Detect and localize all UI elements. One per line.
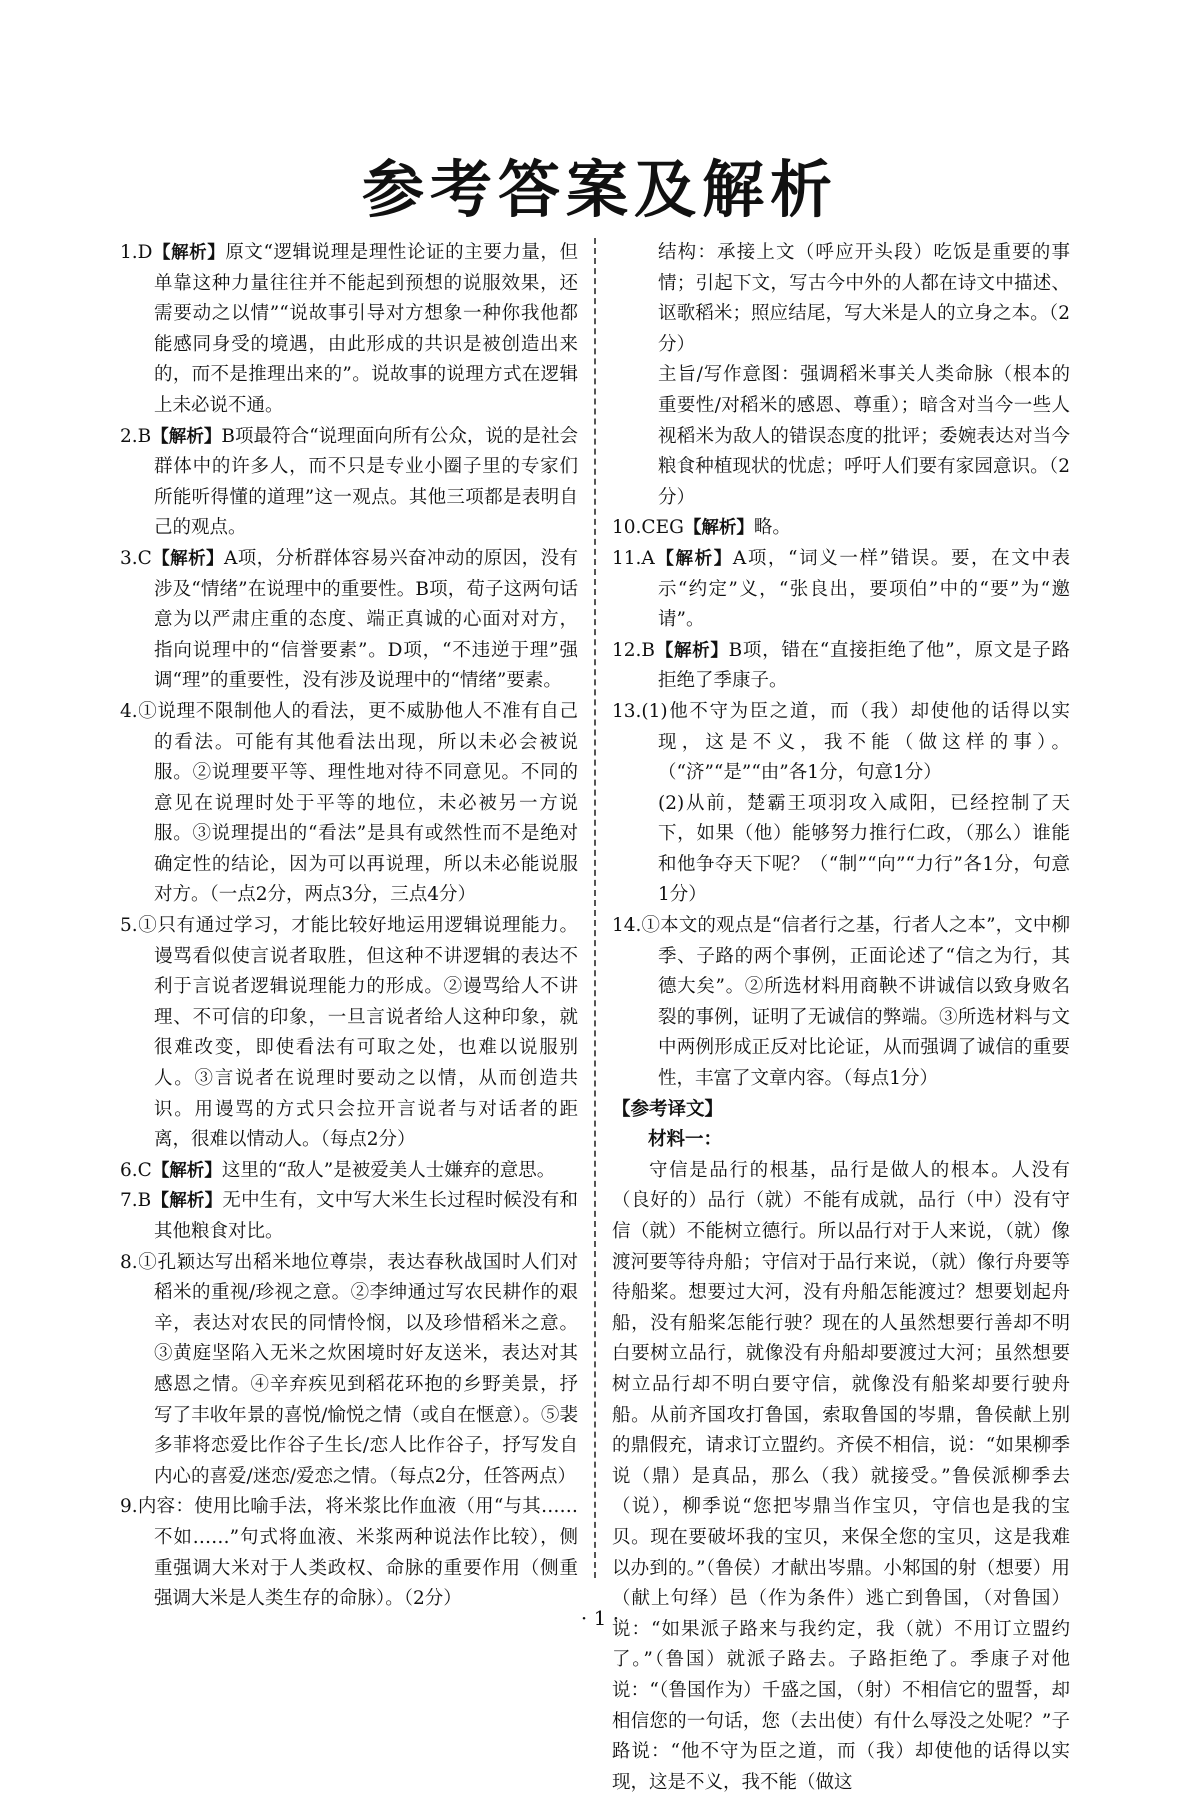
answer-text: 略。	[753, 517, 791, 539]
answer-text: 这里的“敌人”是被爱美人士嫌弃的意思。	[221, 1159, 556, 1181]
page-title: 参考答案及解析	[361, 153, 838, 226]
answer-9-structure: 结构：承接上文（呼应开头段）吃饭是重要的事情；引起下文，写古今中外的人都在诗文中描述、讴歌稻米；照应结尾，写大米是人的立身之本。（2分）	[658, 242, 1070, 355]
answer-number: 11.A	[612, 547, 655, 569]
answer-13	[612, 697, 1070, 789]
answer-number: 10.CEG	[612, 517, 684, 539]
answer-number: 6.C	[120, 1159, 152, 1181]
answer-number: 2.B	[120, 425, 152, 447]
answer-text: ①孔颖达写出稻米地位尊崇，表达春秋战国时人们对稻米的重视/珍视之意。②李绅通过写农民耕作的艰辛，表达对农民的同情怜悯，以及珍惜稻米之意。③黄庭坚陷入无米之炊困境时好友送米，表达对其感恩之情。④辛弃疾见到稻花环抱的乡野美景，抒写了丰收年景的喜悦/愉悦之情（或自在惬意）。⑤裴多菲将恋爱比作谷子生长/恋人比作谷子，抒写发自内心的喜爱/迷恋/爱恋之情。（每点2分，任答两点）	[137, 1251, 578, 1487]
answer-text: 内容：使用比喻手法，将米浆比作血液（用“与其……不如……”句式将血液、米浆两种说法作比较），侧重强调大米对于人类政权、命脉的重要作用（侧重强调大米是人类生存的命脉）。（2分）	[137, 1496, 578, 1610]
answer-11	[612, 544, 1070, 636]
answer-text: B项，错在“直接拒绝了他”，原文是子路拒绝了季康子。	[658, 639, 1070, 692]
page-number: · 1 ·	[580, 1606, 620, 1630]
analysis-tag: 【解析】	[152, 243, 226, 263]
analysis-tag: 【解析】	[683, 518, 754, 539]
answer-10	[612, 513, 1070, 544]
answer-number: 7.B	[120, 1190, 152, 1212]
answer-number: 1.D	[120, 242, 153, 263]
answer-number: 14.	[612, 915, 642, 937]
material-label: 材料一：	[648, 1129, 723, 1151]
left-column	[120, 238, 578, 1615]
answer-12	[612, 636, 1070, 697]
answer-number: 9.	[120, 1496, 138, 1518]
answer-3	[120, 544, 578, 697]
answer-text: A项，“词义一样”错误。要，在文中表示“约定”义，“张良出，要项伯”中的“要”为“邀请”。	[658, 547, 1071, 631]
answer-14	[612, 911, 1070, 1095]
answer-text: (1)他不守为臣之道，而（我）却使他的话得以实现，这是不义，我不能（做这样的事）。（“济”“是”“由”各1分，句意1分）	[641, 700, 1070, 784]
answer-9-theme: 主旨/写作意图：强调稻米事关人类命脉（根本的重要性/对稻米的感恩、尊重）；暗含对当今一些人视稻米为敌人的错误态度的批评；委婉表达对当今粮食种植现状的忧虑；呼吁人们要有家园意识。（2分）	[658, 364, 1070, 508]
column-divider	[594, 238, 596, 1578]
answer-number: 12.B	[612, 639, 656, 661]
answer-number: 13.	[612, 700, 642, 722]
answer-2	[120, 422, 578, 544]
answer-text: A项，分析群体容易兴奋冲动的原因，没有涉及“情绪”在说理中的重要性。B项，荀子这两句话意为以严肃庄重的态度、端正真诚的心面对对方，指向说理中的“信誉要素”。D项，“不违逆于理”强调“理”的重要性，没有涉及说理中的“情绪”要素。	[154, 547, 578, 692]
analysis-tag: 【解析】	[151, 1191, 223, 1212]
answer-7	[120, 1186, 578, 1247]
answer-text: ①说理不限制他人的看法，更不威胁他人不准有自己的看法。可能有其他看法出现，所以未必会被说服。②说理要平等、理性地对待不同意见。不同的意见在说理时处于平等的地位，未必被另一方说服。③说理提出的“看法”是具有或然性而不是绝对确定性的结论，因为可以再说理，所以未必能说服对方。（一点2分，两点3分，三点4分）	[137, 700, 578, 906]
answer-text: 原文“逻辑说理是理性论证的主要力量，但单靠这种力量往往并不能起到预想的说服效果，还需要动之以情”“说故事引导对方想象一种你我他都能感同身受的境遇，由此形成的共识是被创造出来的，而不是推理出来的”。说故事的说理方式在逻辑上未必说不通。	[154, 242, 578, 416]
right-column	[612, 238, 1070, 1798]
answer-1	[120, 238, 578, 422]
answer-number: 8.	[120, 1251, 138, 1273]
analysis-tag: 【解析】	[655, 640, 729, 661]
answer-text: ①只有通过学习，才能比较好地运用逻辑说理能力。谩骂看似使言说者取胜，但这种不讲逻辑的表达不利于言说者逻辑说理能力的形成。②谩骂给人不讲理、不可信的印象，一旦言说者给人这种印象，就很难改变，即使看法有可取之处，也难以说服别人。③言说者在说理时要动之以情，从而创造共识。用谩骂的方式只会拉开言说者与对话者的距离，很难以情动人。（每点2分）	[137, 915, 578, 1151]
answer-13-part-2: (2)从前，楚霸王项羽攻入咸阳，已经控制了天下，如果（他）能够努力推行仁政，（那么）谁能和他争夺天下呢？（“制”“向”“力行”各1分，句意1分）	[658, 792, 1070, 906]
analysis-tag: 【解析】	[151, 426, 222, 447]
answer-number: 5.	[120, 915, 138, 937]
answer-number: 4.	[120, 700, 138, 722]
answer-text: B项最符合“说理面向所有公众，说的是社会群体中的许多人，而不只是专业小圈子里的专家们所能听得懂的道理”这一观点。其他三项都是表明自己的观点。	[154, 425, 579, 539]
analysis-tag: 【解析】	[151, 548, 224, 569]
translation-heading: 【参考译文】	[612, 1098, 724, 1120]
answer-text: 无中生有，文中写大米生长过程时候没有和其他粮食对比。	[154, 1190, 578, 1242]
answer-4	[120, 697, 578, 911]
answer-6	[120, 1156, 578, 1187]
answer-9	[120, 1492, 578, 1614]
analysis-tag: 【解析】	[151, 1160, 222, 1181]
analysis-tag: 【解析】	[654, 548, 733, 569]
answer-8	[120, 1248, 578, 1493]
answer-5	[120, 911, 578, 1156]
translation-text: 守信是品行的根基，品行是做人的根本。人没有（良好的）品行（就）不能有成就，品行（中）没有守信（就）不能树立德行。所以品行对于人来说，（就）像渡河要等待舟船；守信对于品行来说，（就）像行舟要等待船桨。想要过大河，没有舟船怎能渡过？想要划起舟船，没有船桨怎能行驶？现在的人虽然想要行善却不明白要树立品行，就像没有舟船却要渡过大河；虽然想要树立品行却不明白要守信，就像没有船桨却要行驶舟船。从前齐国攻打鲁国，索取鲁国的岑鼎，鲁侯献上别的鼎假充，请求订立盟约。齐侯不相信，说：“如果柳季说（鼎）是真品，那么（我）就接受。”鲁侯派柳季去（说），柳季说“您把岑鼎当作宝贝，守信也是我的宝贝。现在要破坏我的宝贝，来保全您的宝贝，这是我难以办到的。”（鲁侯）才献出岑鼎。小邾国的射（想要）用（献上句绎）邑（作为条件）逃亡到鲁国，（对鲁国）说：“如果派子路来与我约定，我（就）不用订立盟约了。”（鲁国）就派子路去。子路拒绝了。季康子对他说：“（鲁国作为）千盛之国，（射）不相信它的盟誓，却相信您的一句话，您（去出使）有什么辱没之处呢？”子路说：“他不守为臣之道，而（我）却使他的话得以实现，这是不义，我不能（做这	[612, 1159, 1070, 1793]
answer-number: 3.C	[120, 547, 152, 569]
answer-text: ①本文的观点是“信者行之基，行者人之本”，文中柳季、子路的两个事例，正面论述了“信之为行，其德大矣”。②所选材料用商鞅不讲诚信以致身败名裂的事例，证明了无诚信的弊端。③所选材料与文中两例形成正反对比论证，从而强调了诚信的重要性，丰富了文章内容。（每点1分）	[641, 915, 1070, 1090]
